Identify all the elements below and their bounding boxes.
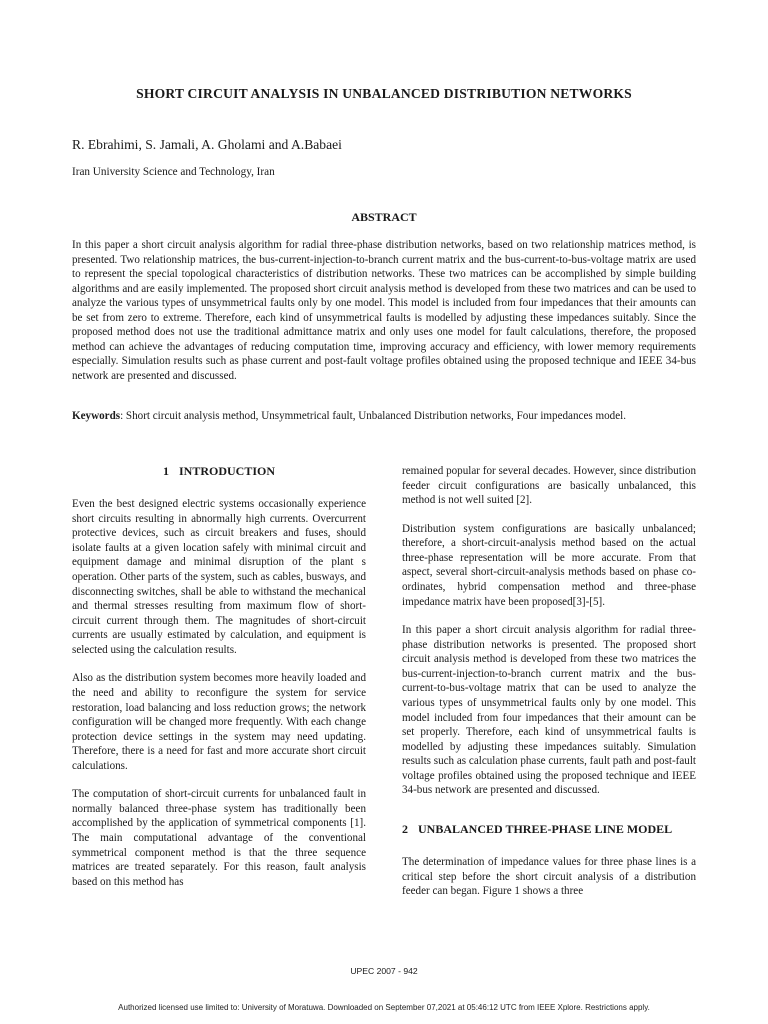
section-1-paragraph-1: Even the best designed electric systems occasionally experience short circuits resulting in abnormally high currents. Overcurrent protective devices, such as circuit breakers and fuses, should isolate faults at a given location safely with minimal circuit and equipment damage and minimal disruption of the plant s operation. Other parts of the system, such as cables, busways, and disconnecting switches, shall be able to withstand the mechanical and thermal stresses resulting from maximum flow of short-circuit current through them. The magnitudes of short-circuit currents are usually estimated by calculation, and equipment is selected using the calculation results.	[72, 498, 366, 656]
paper-authors: R. Ebrahimi, S. Jamali, A. Gholami and A.Babaei	[72, 137, 342, 152]
license-notice: Authorized licensed use limited to: University of Moratuwa. Downloaded on September 07,2021 at 05:46:12 UTC from IEEE Xplore. Restrictions apply.	[118, 1003, 650, 1012]
page-footer: UPEC 2007 - 942	[350, 966, 418, 976]
section-1-heading	[72, 464, 366, 478]
paper-affiliation: Iran University Science and Technology, Iran	[72, 166, 275, 178]
section-2-number: 2	[402, 822, 408, 837]
section-1-number: 1	[162, 464, 169, 478]
section-1-paragraph-3: The computation of short-circuit currents for unbalanced fault in normally balanced three-phase system has traditionally been accomplished by the application of symmetrical components [1]. The main computational advantage of the conventional symmetrical component method is that the three sequence matrices are treated separately. For this reason, fault analysis based on this method has	[72, 788, 366, 888]
section-1-paragraph-5: Distribution system configurations are basically unbalanced; therefore, a short-circuit-analysis method based on the actual three-phase representation will be more accurate. From that aspect, several short-circuit-analysis methods based on phase co-ordinates, hybrid compensation method and three-phase impedance matrix have been proposed[3]-[5].	[402, 522, 696, 608]
section-2-title: UNBALANCED THREE-PHASE LINE MODEL	[418, 822, 673, 837]
right-column	[402, 464, 696, 913]
section-2-paragraph-1: The determination of impedance values for three phase lines is a critical step before the short circuit analysis of a distribution feeder can began. Figure 1 shows a three	[402, 856, 696, 898]
section-1-title: INTRODUCTION	[178, 464, 275, 478]
paper-title: SHORT CIRCUIT ANALYSIS IN UNBALANCED DISTRIBUTION NETWORKS	[136, 86, 632, 101]
section-1-paragraph-6: In this paper a short circuit analysis algorithm for radial three-phase distribution networks is presented. The proposed short circuit analysis method is developed from these two matrices the bus-current-injection-to-branch current matrix and the bus-current-to-bus-voltage matrix that can be used to analyze the various types of unsymmetrical faults only by one model. This model included from four impedances that their amount can be set properly. Therefore, each kind of unsymmetrical faults is modelled by adjusting these impedances suitably. Simulation results such as calculation phase currents, fault path and post-fault voltage profiles obtained using the proposed technique and IEEE 34-bus network are presented and discussed.	[402, 623, 696, 797]
section-2-heading	[402, 822, 696, 836]
abstract-text: In this paper a short circuit analysis algorithm for radial three-phase distribution networks, based on two relationship matrices method, is presented. Two relationship matrices, the bus-current-injection-to-branch current matrix and the bus-current-to-bus-voltage matrix are used to represent the special topological characteristics of distribution networks. These two matrices can be accomplished by simple building algorithms and are easily implemented. The proposed short circuit analysis method is developed from these two matrices and can be used to analyze the various types of unsymmetrical faults only by one model. This model is included from four impedances that their amounts can be set from zero to extreme. Therefore, each kind of unsymmetrical faults is modelled by adjusting these impedances suitably. Since the proposed method does not use the traditional admittance matrix and only uses one model for fault calculations, therefore, the proposed method can achieve the advantages of reducing computation time, improving accuracy and efficiency, with lower memory requirements especially. Simulation results such as phase current and post-fault voltage profiles obtained using the proposed technique and IEEE 34-bus network are presented and discussed.	[72, 239, 696, 382]
keywords-text: : Short circuit analysis method, Unsymmetrical fault, Unbalanced Distribution networks, Four impedances model.	[120, 410, 626, 422]
keywords-label: Keywords	[72, 410, 121, 422]
left-column	[72, 464, 366, 903]
abstract-heading: ABSTRACT	[351, 210, 417, 224]
section-1-paragraph-4: remained popular for several decades. However, since distribution feeder circuit configurations are basically unbalanced, this method is not well suited [2].	[402, 465, 696, 507]
keywords	[72, 409, 696, 424]
section-1-paragraph-2: Also as the distribution system becomes more heavily loaded and the need and ability to reconfigure the system for service restoration, load balancing and loss reduction grows; the network configuration will be changed more frequently. With each change protection device settings in the system may need updating. Therefore, there is a need for fast and more accurate short circuit calculations.	[72, 672, 366, 772]
